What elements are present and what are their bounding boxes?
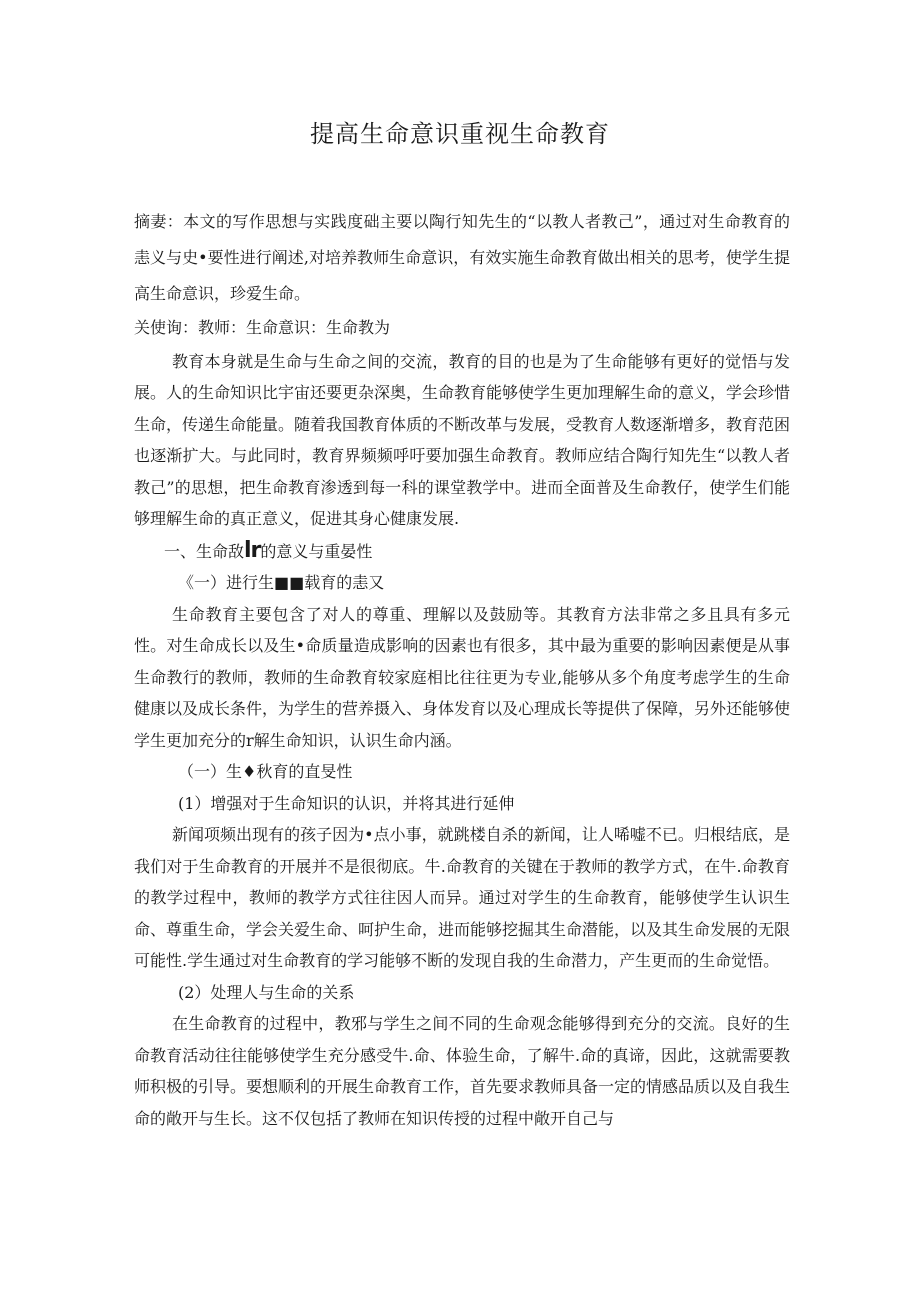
document-title: 提高生命意识重视生命教育 bbox=[310, 120, 610, 148]
section-heading-1-prefix: 一、生命敌 bbox=[164, 541, 245, 561]
subsection-heading-1: 《一）进行生■■载育的恚又 bbox=[178, 573, 385, 592]
intro-paragraph: 教育本身就是生命与生命之间的交流，教育的目的也是为了生命能够有更好的觉悟与发展。人的生命知识比宇宙还要更杂深奥，生命教育能够使学生更加理解生命的意义，学会珍惜生命，传递生命能量。随着我国教育体质的不断改革与发展，受教育人数逐渐增多，教育范困也逐渐扩大。与此同时，教育界频频呼吁要加强生命教育。教师应结合陶行知先生“以教人者教己”的思想，把生命教育渗透到每一科的课堂教学中。进而全面普及生命教仔，使学生们能够理解生命的真正意义，促进其身心健康发展. bbox=[134, 351, 791, 528]
abstract-paragraph: 摘妻：本文的写作思想与实践度础主要以陶行知先生的“以教人者教己”，通过对生命教育的恚义与史•要性进行阐述,对培养教师生命意识，有效实施生命教育做出相关的思考，使学生提高生命意识，珍爱生命。 bbox=[134, 212, 790, 303]
list-item-heading-1: (1）增强对于生命知识的认识，并将其进行延伸 bbox=[178, 793, 515, 813]
body-paragraph-1: 生命教育主要包含了对人的尊重、理解以及鼓励等。其教育方法非常之多且具有多元性。对生命成长以及生•命质量造成影响的因素也有很多，其中最为重要的影响因素便是从事生命教行的教师，教师的生命教育较家庭相比往往更为专业,能够从多个角度考虑学生的生命健康以及成长条件，为学生的营养摄入、身体发育以及心理成长等提供了保障，另外还能够使学生更加充分的r解生命知识，认识生命内涵。 bbox=[134, 604, 791, 750]
section-heading-1 bbox=[134, 535, 790, 568]
list-item-heading-2: (2）处理人与生命的关系 bbox=[178, 982, 355, 1002]
body-paragraph-2: 新闻项频出现有的孩子因为•点小事，就跳楼自杀的新闻，让人唏嘘不已。归根结底，是我们对于生命教育的开展并不是很彻底。牛.命教育的关键在于教师的教学方式，在牛.命教育的教学过程中，教师的教学方式往往因人而异。通过对学生的生命教育，能够使学生认识生命、尊重生命，学会关爱生命、呵护生命，进而能够挖掘其生命潜能，以及其生命发展的无限可能性.学生通过对生命教育的学习能够不断的发现自我的生命潜力，产生更而的生命觉悟。 bbox=[134, 825, 791, 970]
section-heading-1-glyph: lr bbox=[244, 537, 261, 563]
document-body bbox=[134, 204, 790, 1134]
subsection-heading-2: （一）生♦秋育的直旻性 bbox=[178, 762, 353, 781]
body-paragraph-3: 在生命教育的过程中，教邪与学生之间不同的生命观念能够得到充分的交流。良好的生命教育活动往往能够使学生充分感受牛.命、体验生命，了解牛.命的真谛，因此，这就需要教师积极的引导。要想顺利的开展生命教育工作，首先要求教师具备一定的情感品质以及自我生命的敞开与生长。这不仅包括了教师在知识传授的过程中敞开自己与 bbox=[134, 1014, 791, 1128]
keywords-line: 关使询：教师：生命意识：生命教为 bbox=[134, 318, 391, 337]
section-heading-1-suffix: 的意义与重晏性 bbox=[260, 541, 373, 561]
